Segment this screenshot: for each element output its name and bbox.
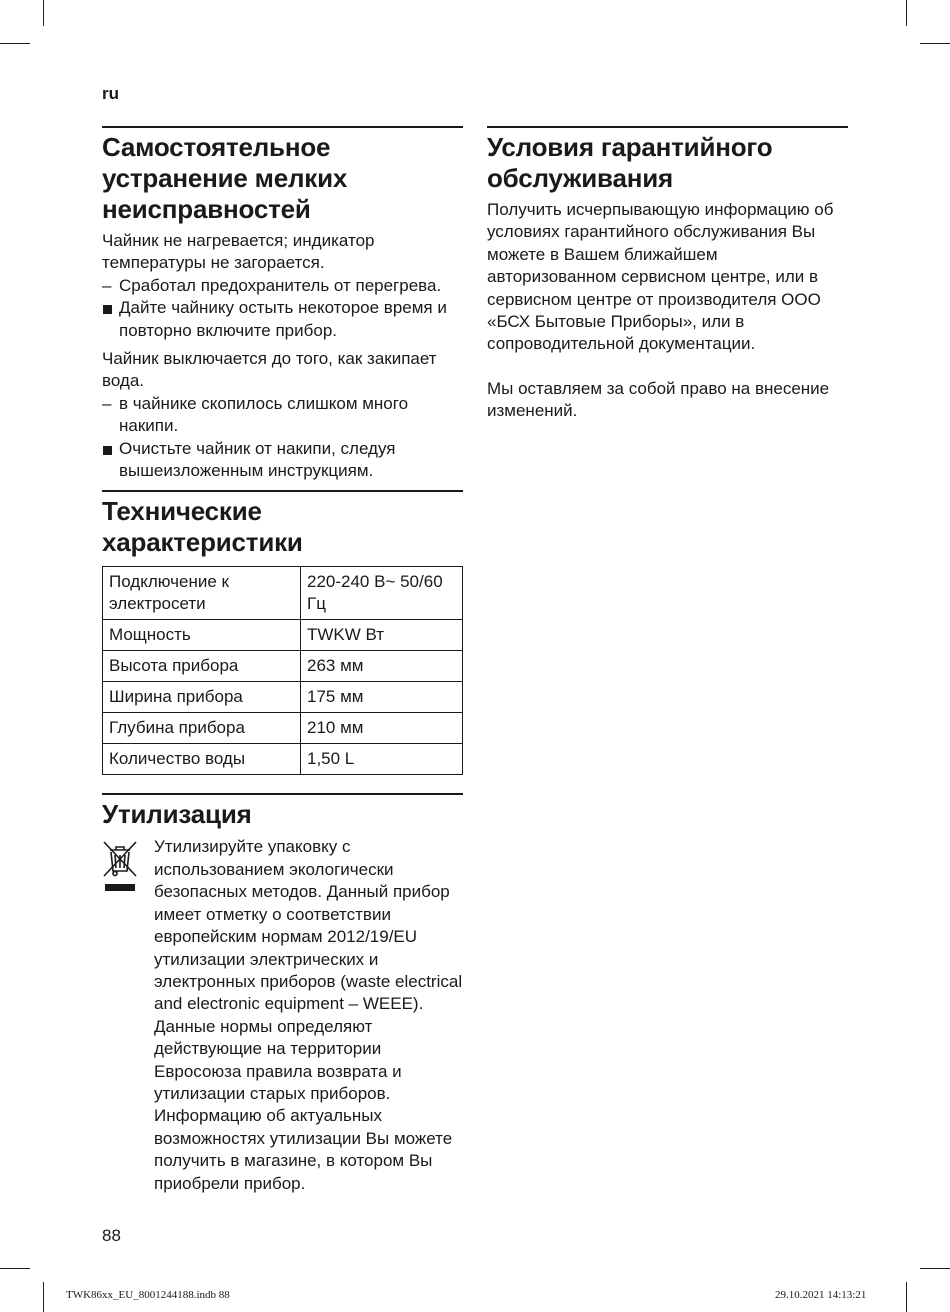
crop-mark [43, 0, 44, 26]
crop-mark [920, 1268, 950, 1269]
spec-label: Подключение к электросети [103, 567, 301, 620]
language-code: ru [102, 84, 119, 103]
problem-text: Чайник выключается до того, как закипает вода. [102, 349, 437, 391]
cause-text: в чайнике скопилось слишком много накипи. [119, 393, 409, 436]
disposal-section [102, 793, 463, 1195]
troubleshooting-section [102, 126, 463, 482]
crossed-bin-icon [102, 838, 138, 899]
table-row [103, 651, 463, 682]
spec-value: 220-240 В~ 50/60 Гц [301, 567, 463, 620]
fix-text: Очистьте чайник от накипи, следуя вышеизложенным инструкциям. [119, 438, 396, 481]
disposal-text: Утилизируйте упаковку с использованием экологически безопасных методов. Данный прибор имеет отметку о соответствии европейским нормам 2012/19/EU утилизации электрических и электронных приборов (waste electrical and electronic equipment – WEEE). Данные нормы определяют действующие на территории Евросоюза правила возврата и утилизации старых приборов. Информацию об актуальных возможностях утилизации Вы можете получить в магазине, в котором Вы приобрели прибор. [154, 837, 463, 1193]
spec-label: Высота прибора [103, 651, 301, 682]
spec-value: TWKW Вт [301, 620, 463, 651]
crop-mark [0, 43, 30, 44]
table-row [103, 567, 463, 620]
crop-mark [0, 1268, 30, 1269]
spec-label: Мощность [103, 620, 301, 651]
fix-item [102, 297, 463, 342]
problem-text: Чайник не нагревается; индикатор температуры не загорается. [102, 231, 375, 273]
troubleshooting-heading: Самостоятельное устранение мелких неисправностей [102, 132, 348, 224]
cause-item [102, 275, 463, 297]
left-column [102, 126, 463, 1195]
crop-mark [906, 1282, 907, 1312]
disposal-heading: Утилизация [102, 799, 252, 830]
spec-label: Количество воды [103, 744, 301, 775]
square-bullet-icon [103, 446, 112, 455]
disposal-block [102, 836, 463, 1195]
crop-mark [920, 43, 950, 44]
warranty-text: Получить исчерпывающую информацию об условиях гарантийного обслуживания Вы можете в Вашем ближайшем авторизованном сервисном центре, или в сервисном центре от производителя ООО «БСХ Бытовые Приборы», или в сопроводительной документации. [487, 200, 834, 354]
dash-marker: – [102, 275, 112, 295]
cause-item [102, 393, 463, 438]
warranty-section [487, 126, 848, 423]
crop-mark [906, 0, 907, 26]
spec-value: 263 мм [301, 651, 463, 682]
table-row [103, 682, 463, 713]
cause-text: Сработал предохранитель от перегрева. [119, 275, 442, 295]
spec-value: 175 мм [301, 682, 463, 713]
fix-text: Дайте чайнику остыть некоторое время и повторно включите прибор. [119, 298, 447, 340]
spec-value: 1,50 L [301, 744, 463, 775]
right-column [487, 126, 848, 423]
spec-value: 210 мм [301, 713, 463, 744]
footer-file: TWK86xx_EU_8001244188.indb 88 [66, 1289, 230, 1301]
crop-mark [43, 1282, 44, 1312]
footer-timestamp: 29.10.2021 14:13:21 [775, 1289, 867, 1301]
table-row [103, 620, 463, 651]
square-bullet-icon [103, 305, 112, 314]
spec-label: Ширина прибора [103, 682, 301, 713]
warranty-heading: Условия гарантийного обслуживания [487, 132, 773, 193]
specs-table [102, 566, 463, 775]
fix-item [102, 438, 463, 483]
table-row [103, 713, 463, 744]
warranty-note: Мы оставляем за собой право на внесение изменений. [487, 378, 830, 421]
specs-heading: Технические характеристики [102, 496, 303, 558]
specs-section [102, 490, 463, 775]
table-row [103, 744, 463, 775]
dash-marker: – [102, 393, 112, 413]
spec-label: Глубина прибора [103, 713, 301, 744]
page-number: 88 [102, 1226, 121, 1245]
